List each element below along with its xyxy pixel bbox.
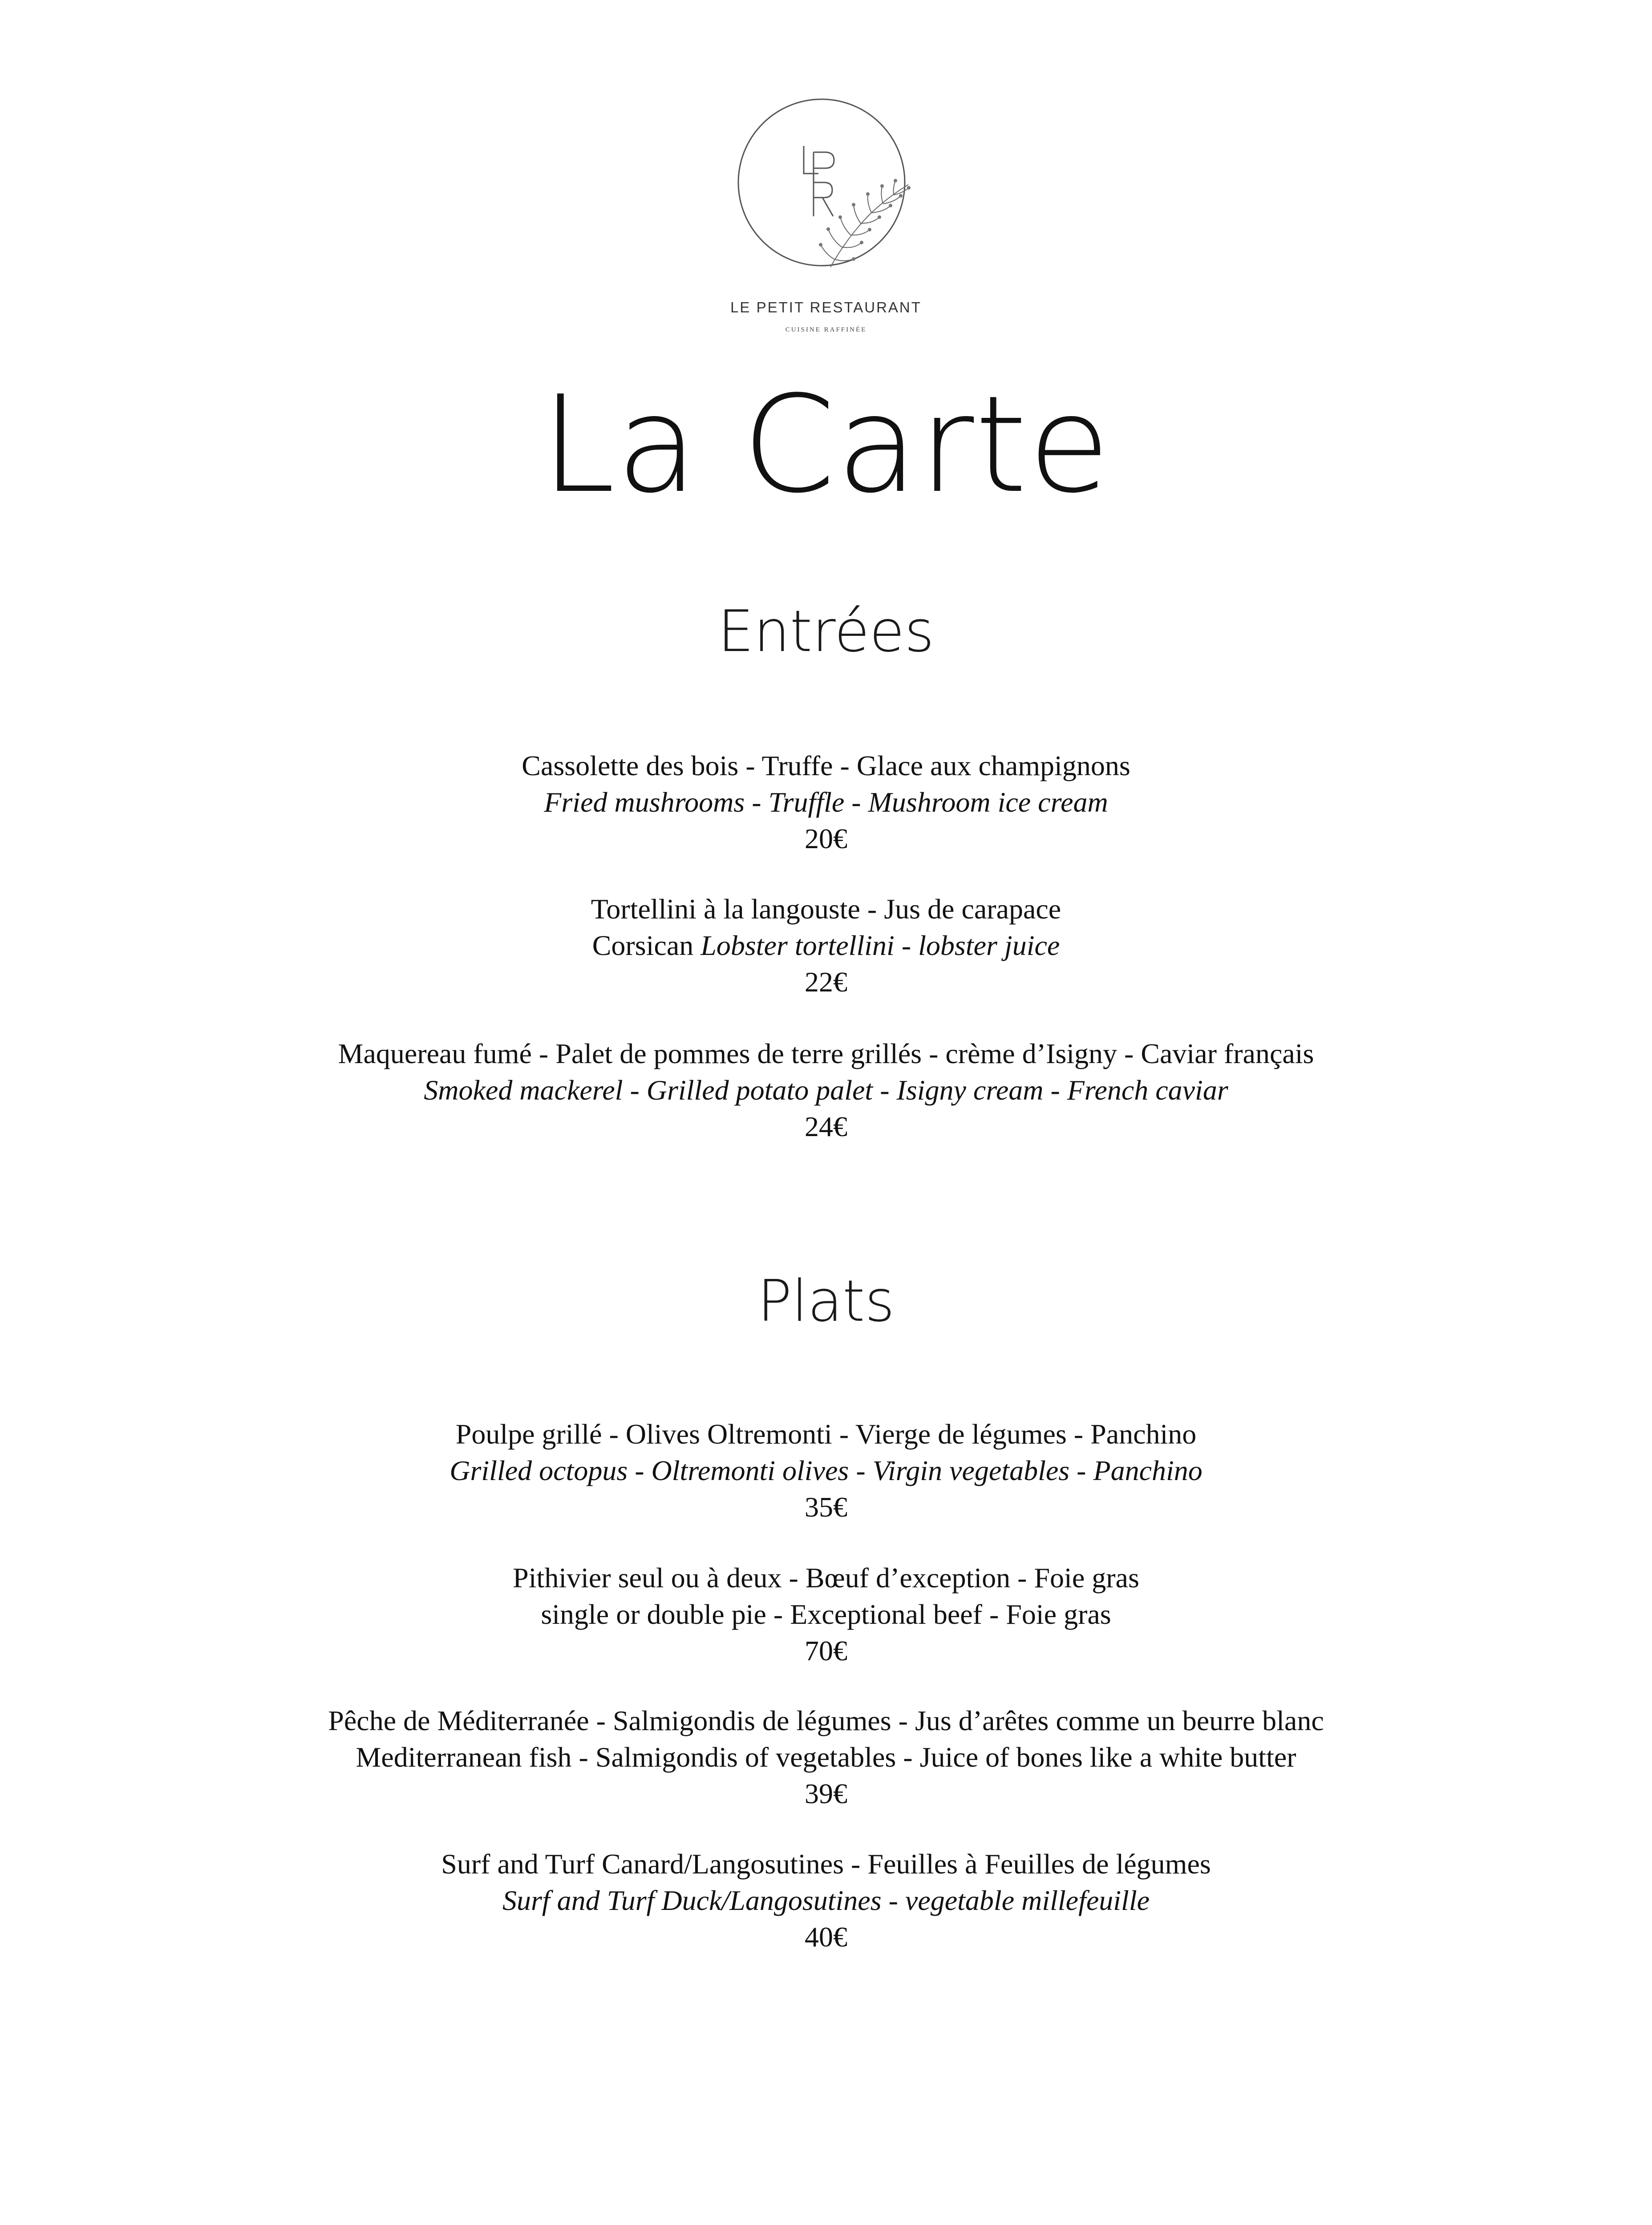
menu-item xyxy=(0,748,1652,857)
menu-item xyxy=(0,1416,1652,1525)
menu-item xyxy=(0,1560,1652,1669)
dish-name-en: Lobster tortellini - lobster juice xyxy=(700,930,1060,961)
section-title-entrees: Entrées xyxy=(717,599,935,665)
dish-price: 40€ xyxy=(805,1921,847,1953)
dish-name-en: Fried mushrooms - Truffle - Mushroom ice cream xyxy=(544,786,1108,818)
dish-price: 35€ xyxy=(805,1491,847,1523)
dish-price: 24€ xyxy=(805,1111,847,1142)
dish-name-fr: Maquereau fumé - Palet de pommes de terre grillés - crème d’Isigny - Caviar français xyxy=(338,1038,1314,1069)
dish-price: 20€ xyxy=(805,823,847,854)
dish-name-fr: Pêche de Méditerranée - Salmigondis de légumes - Jus d’arêtes comme un beurre blanc xyxy=(328,1705,1324,1736)
menu-item xyxy=(0,891,1652,1000)
dish-name-fr: Pithivier seul ou à deux - Bœuf d’exception - Foie gras xyxy=(513,1562,1139,1594)
lpr-monogram-icon xyxy=(737,93,915,280)
dish-price: 39€ xyxy=(805,1778,847,1809)
dish-name-fr: Surf and Turf Canard/Langosutines - Feuilles à Feuilles de légumes xyxy=(441,1848,1211,1880)
dish-name-fr: Poulpe grillé - Olives Oltremonti - Vierge de légumes - Panchino xyxy=(455,1418,1197,1450)
dish-name-fr: Tortellini à la langouste - Jus de carapace xyxy=(591,893,1061,925)
dish-name-en: Mediterranean fish - Salmigondis of vegetables - Juice of bones like a white butter xyxy=(356,1741,1296,1773)
dish-name-en-line xyxy=(0,927,1652,964)
dish-name-en: Surf and Turf Duck/Langosutines - vegetable millefeuille xyxy=(502,1885,1150,1916)
dish-name-en: Smoked mackerel - Grilled potato palet - Isigny cream - French caviar xyxy=(424,1074,1228,1106)
dish-name-en: single or double pie - Exceptional beef - Foie gras xyxy=(541,1598,1111,1630)
dish-price: 22€ xyxy=(805,966,847,998)
dish-name-en-prefix: Corsican xyxy=(592,930,701,961)
dish-name-fr: Cassolette des bois - Truffe - Glace aux champignons xyxy=(522,750,1130,781)
menu-item xyxy=(0,1703,1652,1812)
restaurant-name: LE PETIT RESTAURANT xyxy=(730,299,922,316)
section-title-plats: Plats xyxy=(757,1268,895,1335)
menu-item xyxy=(0,1036,1652,1145)
restaurant-logo xyxy=(737,93,915,280)
dish-price: 70€ xyxy=(805,1635,847,1667)
page-title: La Carte xyxy=(541,367,1111,522)
restaurant-tagline: CUISINE RAFFINÉE xyxy=(785,326,867,333)
menu-item xyxy=(0,1846,1652,1955)
dish-name-en: Grilled octopus - Oltremonti olives - Virgin vegetables - Panchino xyxy=(449,1455,1203,1486)
